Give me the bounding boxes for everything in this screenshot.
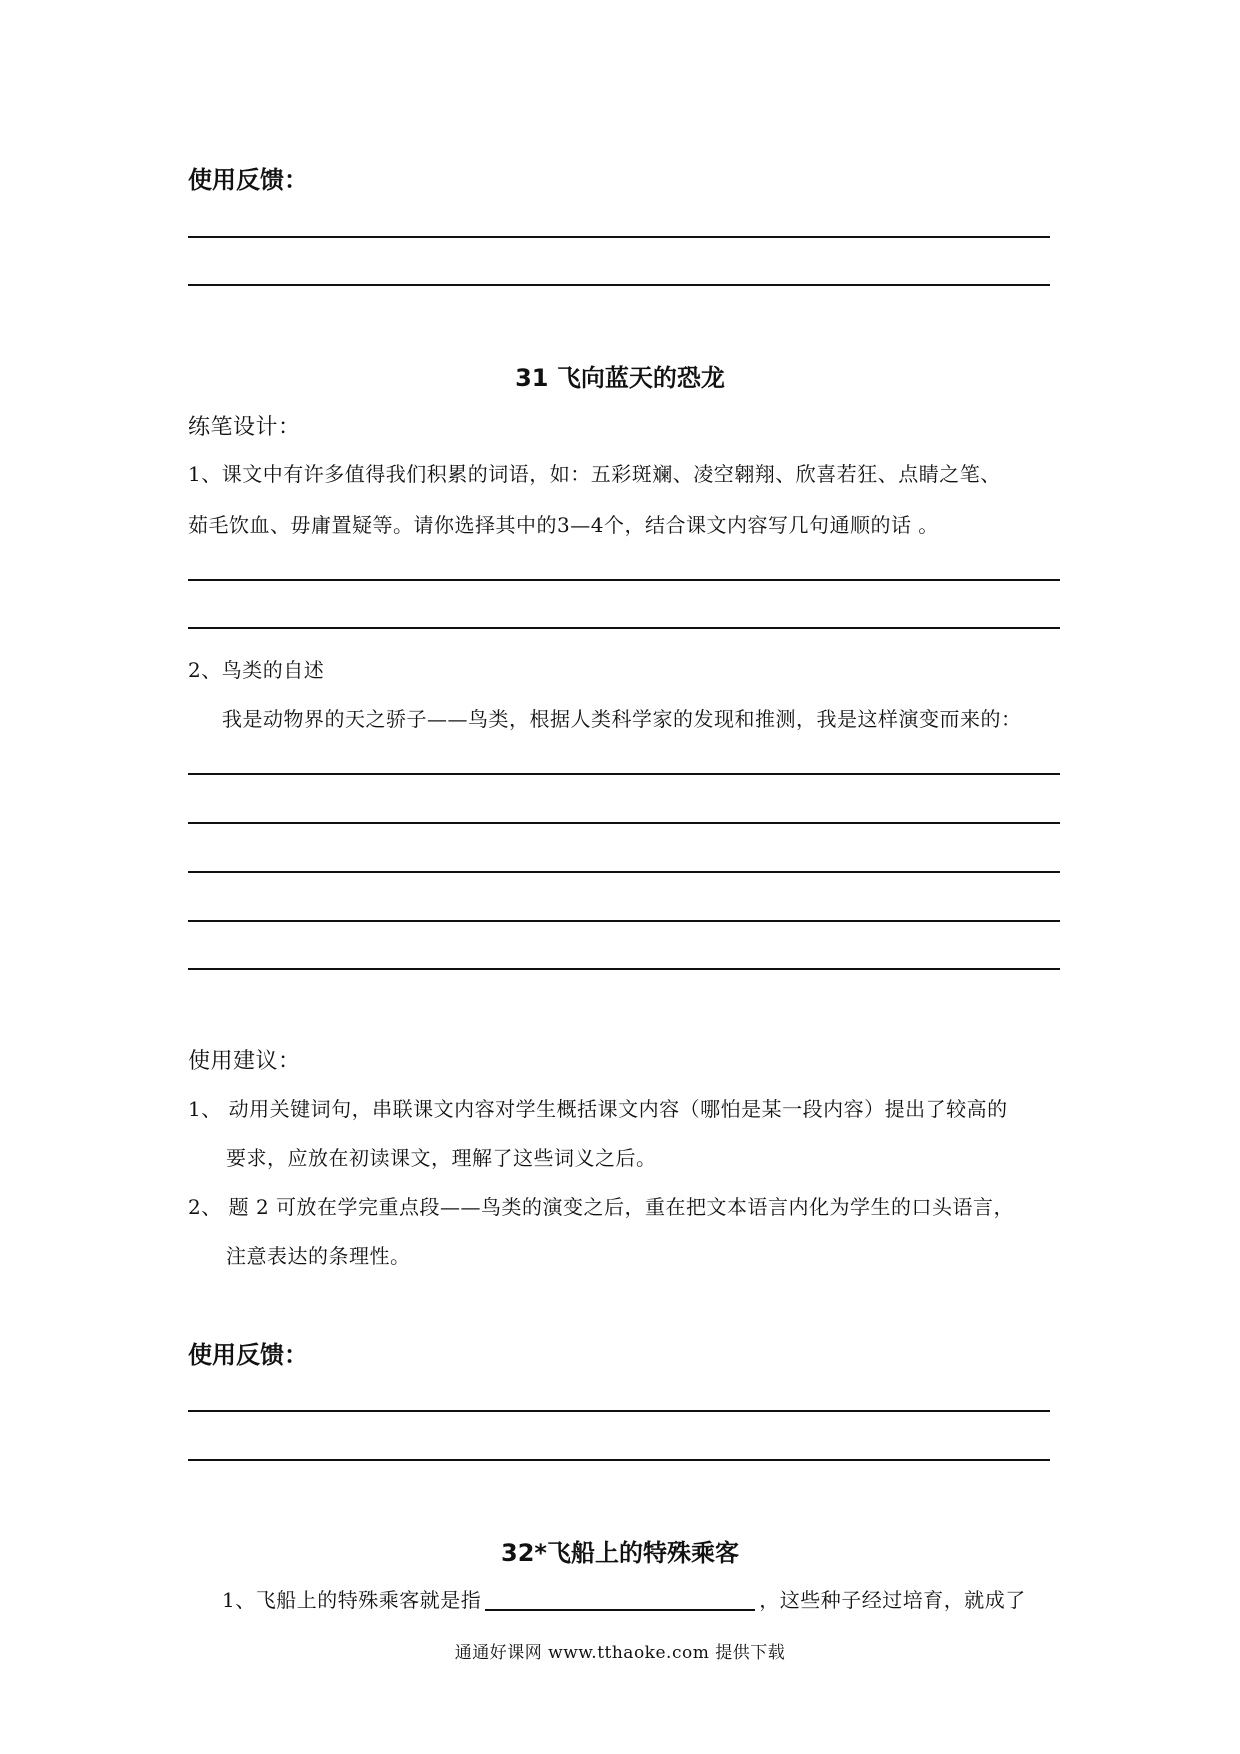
lesson-31-title: 31 飞向蓝天的恐龙 [515, 364, 725, 392]
fill-blank[interactable] [485, 1587, 755, 1611]
q1-text-before: 1、飞船上的特殊乘客就是指 [222, 1588, 482, 1612]
feedback-line-2 [188, 284, 1050, 286]
answer-line-q2-5 [188, 968, 1060, 970]
question-2-title: 2、鸟类的自述 [188, 658, 325, 682]
answer-line-q1-1 [188, 579, 1060, 581]
question-1-line-1: 1、课文中有许多值得我们积累的词语，如：五彩斑斓、凌空翱翔、欣喜若狂、点睛之笔、 [188, 462, 1001, 486]
answer-line-q2-1 [188, 773, 1060, 775]
lesson-32-question-1 [222, 1584, 1026, 1613]
advice-1-line-2: 要求，应放在初读课文，理解了这些词义之后。 [226, 1146, 657, 1170]
question-2-prompt: 我是动物界的天之骄子——鸟类，根据人类科学家的发现和推测，我是这样演变而来的： [222, 707, 1022, 731]
design-label: 练笔设计： [188, 415, 301, 440]
page-footer: 通通好课网 www.tthaoke.com 提供下载 [454, 1643, 786, 1663]
feedback-line-1 [188, 236, 1050, 238]
advice-2-line-2: 注意表达的条理性。 [226, 1244, 411, 1268]
advice-1-line-1: 1、 动用关键词句，串联课文内容对学生概括课文内容（哪怕是某一段内容）提出了较高的 [188, 1097, 1008, 1121]
answer-line-q2-2 [188, 822, 1060, 824]
advice-label: 使用建议： [188, 1049, 301, 1074]
question-1-line-2: 茹毛饮血、毋庸置疑等。请你选择其中的3—4个，结合课文内容写几句通顺的话 。 [188, 513, 939, 537]
answer-line-q2-3 [188, 871, 1060, 873]
feedback-31-line-2 [188, 1459, 1050, 1461]
feedback-label-top: 使用反馈： [188, 166, 308, 194]
feedback-31-line-1 [188, 1410, 1050, 1412]
answer-line-q1-2 [188, 627, 1060, 629]
q1-text-after: ，这些种子经过培育，就成了 [759, 1588, 1026, 1612]
advice-2-line-1: 2、 题 2 可放在学完重点段——鸟类的演变之后，重在把文本语言内化为学生的口头语言， [188, 1195, 1015, 1219]
answer-line-q2-4 [188, 920, 1060, 922]
lesson-32-title: 32*飞船上的特殊乘客 [501, 1539, 739, 1567]
feedback-label-31: 使用反馈： [188, 1341, 308, 1369]
